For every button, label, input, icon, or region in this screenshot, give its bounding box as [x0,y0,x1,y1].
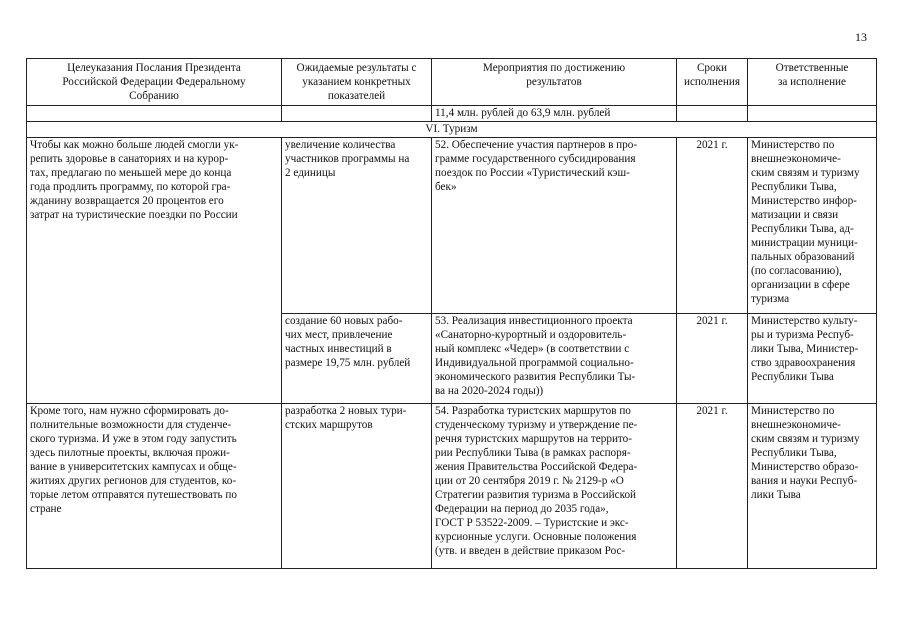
deadline-cell: 2021 г. [677,138,748,314]
result-cell: разработка 2 новых тури- стских маршрутов [282,404,432,569]
header-goals: Целеуказания Послания Президента Российской Федерации Федеральному Собранию [27,59,282,106]
goal-cell: Чтобы как можно больше людей смогли ук- репить здоровье в санаториях и на курор- тах, предлагаю по меньшей мере до конца года продлить программу, по которой гра- жданину возвращается 20 процентов его затрат на туристические поездки по России [27,138,282,404]
measure-cell: 53. Реализация инвестиционного проекта «Санаторно-курортный и оздоровитель- ный комплекс «Чедер» (в соответствии с Индивидуальной программой социально- экономического развития Республики Ты- ва на 2020-2024 годы)) [432,314,677,404]
goal-cell: Кроме того, нам нужно сформировать до- полнительные возможности для студенче- ского туризма. И уже в этом году запустить здесь пилотные проекты, включая прожи- вание в университетских кампусах и обще- житиях других регионов для студентов, ко- торые летом отправятся путешествовать по стране [27,404,282,569]
deadline-cell: 2021 г. [677,314,748,404]
table-row [27,138,877,314]
measure-cell: 52. Обеспечение участия партнеров в про- грамме государственного субсидирования поездок по России «Туристический кэш- бек» [432,138,677,314]
header-deadline: Сроки исполнения [677,59,748,106]
header-measures: Мероприятия по достижению результатов [432,59,677,106]
responsible-cell: Министерство по внешнеэкономиче- ским связям и туризму Республики Тыва, Министерство образо- вания и науки Респуб- лики Тыва [748,404,877,569]
measure-cell: 54. Разработка туристских маршрутов по студенческому туризму и утверждение пе- речня туристских маршрутов на террито- рии Республики Тыва (в рамках распоря- жения Правительства Российской Федера- ции от 20 сентября 2019 г. № 2129-р «О Стратегии развития туризма в Российской Федерации на период до 2035 года», ГОСТ Р 53522-2009. – Туристские и экс- курсионные услуги. Основные положения (утв. и введен в действие приказом Рос- [432,404,677,569]
continuation-row [27,106,877,122]
header-row [27,59,877,106]
header-results: Ожидаемые результаты с указанием конкретных показателей [282,59,432,106]
responsible-cell: Министерство по внешнеэкономиче- ским связям и туризму Республики Тыва, Министерство инфор- матизации и связи Республики Тыва, ад- министрации муници- пальных образований (по согласованию), организации в сфере туризма [748,138,877,314]
page-number: 13 [855,30,867,44]
deadline-cell: 2021 г. [677,404,748,569]
continuation-measure: 11,4 млн. рублей до 63,9 млн. рублей [432,106,677,122]
header-responsible: Ответственные за исполнение [748,59,877,106]
responsible-cell: Министерство культу- ры и туризма Респуб- лики Тыва, Министер- ство здравоохранения Республики Тыва [748,314,877,404]
result-cell: увеличение количества участников программы на 2 единицы [282,138,432,314]
plan-table [26,58,877,569]
result-cell: создание 60 новых рабо- чих мест, привлечение частных инвестиций в размере 19,75 млн. рублей [282,314,432,404]
table-row [27,404,877,569]
section-row [27,122,877,138]
section-title: VI. Туризм [27,122,877,138]
